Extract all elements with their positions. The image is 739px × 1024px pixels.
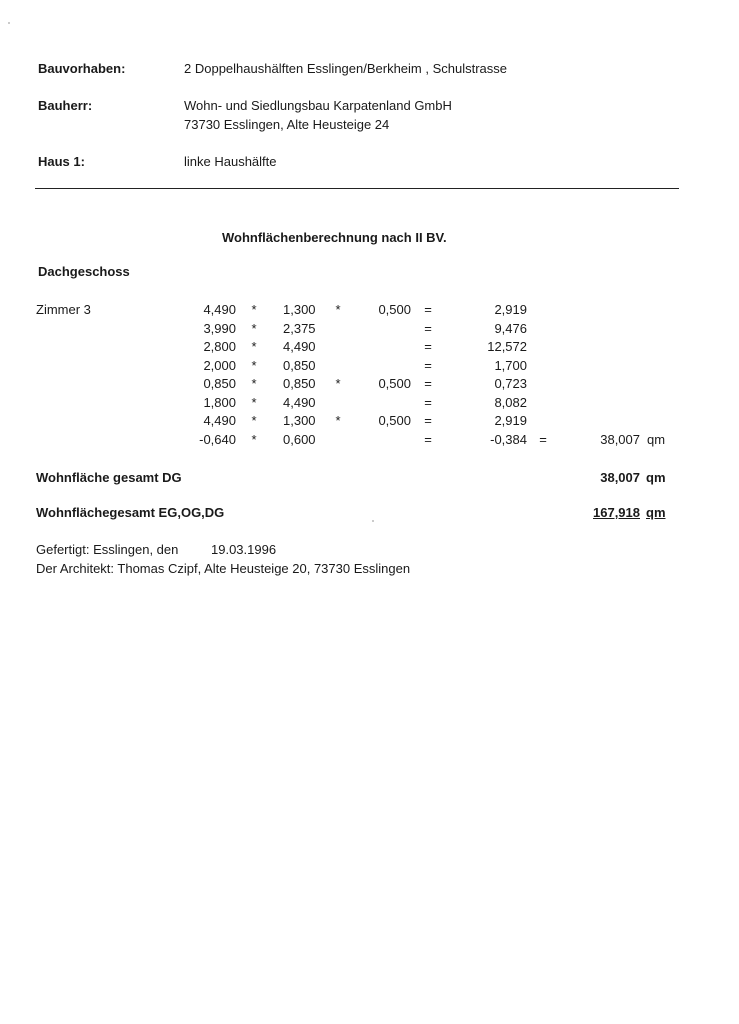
factor-b: 4,490 xyxy=(283,339,316,354)
equals-sign: = xyxy=(539,431,547,447)
factor-b: 1,300 xyxy=(283,413,316,428)
factor-b: 4,490 xyxy=(283,394,316,410)
multiply-sign: * xyxy=(251,357,257,373)
row-result: 12,572 xyxy=(487,339,527,354)
total-all-value: 167,918 xyxy=(593,505,640,520)
total-dg-value: 38,007 xyxy=(600,470,640,485)
gefertigt-date: 19.03.1996 xyxy=(211,542,277,557)
multiply-sign: * xyxy=(335,376,341,391)
equals-sign: = xyxy=(424,413,432,428)
equals-sign: = xyxy=(424,431,432,447)
factor-a: 0,850 xyxy=(203,376,236,391)
equals-sign: = xyxy=(424,320,432,336)
calc-row xyxy=(0,302,739,320)
multiply-sign: * xyxy=(251,394,257,410)
architekt-line: Der Architekt: Thomas Czipf, Alte Heusteige 20, 73730 Esslingen xyxy=(36,561,411,576)
bauherr-label: Bauherr: xyxy=(38,98,93,113)
gefertigt-label: Gefertigt: Esslingen, den xyxy=(36,542,179,557)
header-divider xyxy=(35,188,679,189)
row-result: 2,919 xyxy=(494,302,527,317)
multiply-sign: * xyxy=(251,376,257,391)
multiply-sign: * xyxy=(251,320,257,336)
calc-row xyxy=(0,321,739,339)
factor-c: 0,500 xyxy=(378,413,411,428)
equals-sign: = xyxy=(424,394,432,410)
factor-c: 0,500 xyxy=(378,376,411,391)
haus-value: linke Haushälfte xyxy=(184,154,277,169)
row-result: -0,384 xyxy=(490,431,527,447)
calc-row xyxy=(0,339,739,357)
multiply-sign: * xyxy=(335,302,341,317)
factor-a: -0,640 xyxy=(199,431,236,447)
multiply-sign: * xyxy=(251,302,257,317)
equals-sign: = xyxy=(424,339,432,354)
room-label: Zimmer 3 xyxy=(36,302,91,317)
unit-label: qm xyxy=(647,431,666,447)
factor-a: 2,800 xyxy=(203,339,236,354)
scan-speck xyxy=(8,22,10,24)
factor-a: 2,000 xyxy=(203,357,236,373)
row-result: 8,082 xyxy=(494,394,527,410)
bauvorhaben-label: Bauvorhaben: xyxy=(38,61,126,76)
row-result: 9,476 xyxy=(494,320,527,336)
equals-sign: = xyxy=(424,302,432,317)
bauherr-line1: Wohn- und Siedlungsbau Karpatenland GmbH xyxy=(184,98,452,113)
total-all-label: Wohnflächegesamt EG,OG,DG xyxy=(36,505,225,520)
calculation-title: Wohnflächenberechnung nach II BV. xyxy=(222,230,447,245)
row-result: 2,919 xyxy=(494,413,527,428)
section-heading: Dachgeschoss xyxy=(38,264,130,279)
factor-b: 0,850 xyxy=(283,376,316,391)
factor-b: 0,850 xyxy=(283,357,316,373)
multiply-sign: * xyxy=(251,339,257,354)
factor-b: 1,300 xyxy=(283,302,316,317)
factor-a: 1,800 xyxy=(203,394,236,410)
total-all-unit: qm xyxy=(646,505,666,520)
bauvorhaben-value: 2 Doppelhaushälften Esslingen/Berkheim , Schulstrasse xyxy=(184,61,508,76)
factor-a: 4,490 xyxy=(203,302,236,317)
factor-a: 4,490 xyxy=(203,413,236,428)
factor-b: 2,375 xyxy=(283,320,316,336)
total-dg-unit: qm xyxy=(646,470,666,485)
factor-c: 0,500 xyxy=(378,302,411,317)
bauherr-line2: 73730 Esslingen, Alte Heusteige 24 xyxy=(184,117,390,132)
factor-b: 0,600 xyxy=(283,431,316,447)
equals-sign: = xyxy=(424,376,432,391)
room-total: 38,007 xyxy=(600,431,640,447)
calc-row xyxy=(0,413,739,431)
multiply-sign: * xyxy=(251,431,257,447)
calc-row xyxy=(0,432,739,450)
row-result: 1,700 xyxy=(494,357,527,373)
calc-row xyxy=(0,395,739,413)
equals-sign: = xyxy=(424,357,432,373)
multiply-sign: * xyxy=(251,413,257,428)
row-result: 0,723 xyxy=(494,376,527,391)
calc-row xyxy=(0,376,739,394)
calc-row xyxy=(0,358,739,376)
haus-label: Haus 1: xyxy=(38,154,85,169)
factor-a: 3,990 xyxy=(203,320,236,336)
multiply-sign: * xyxy=(335,413,341,428)
total-dg-label: Wohnfläche gesamt DG xyxy=(36,470,182,485)
scan-speck xyxy=(372,520,374,522)
